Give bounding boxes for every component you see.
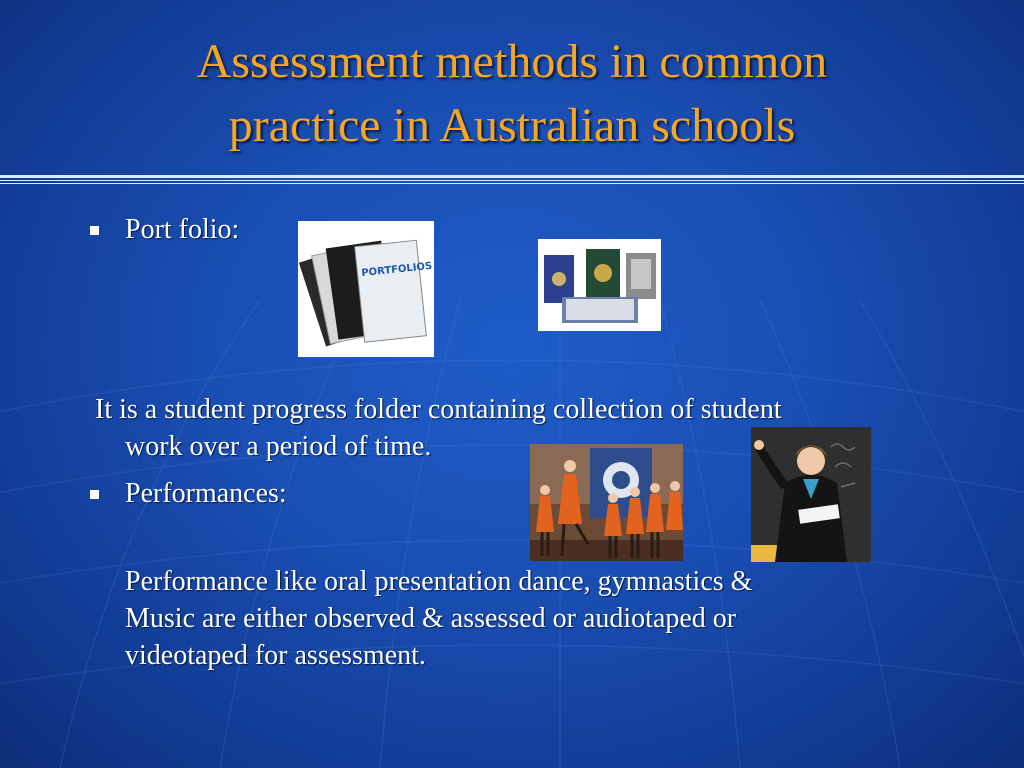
bullet-square-icon (90, 226, 99, 235)
certificate-folders-image (538, 239, 661, 331)
performances-description-line-1: Performance like oral presentation dance, gymnastics & (125, 566, 753, 597)
portfolio-description-line-2: work over a period of time. (125, 431, 432, 462)
portfolio-description-line-1: It is a student progress folder containing collection of student (95, 394, 782, 425)
portfolios-folders-image (298, 221, 434, 357)
title-line-2: practice in Australian schools (228, 99, 796, 152)
title-divider-thin (0, 180, 1024, 181)
performances-description-line-2: Music are either observed & assessed or audiotaped or (125, 603, 737, 634)
oral-presentation-image (751, 427, 871, 562)
performances-bullet-label: Performances: (125, 478, 287, 509)
performances-description-line-3: videotaped for assessment. (125, 640, 426, 671)
portfolios-cover-text: PORTFOLIOS (360, 260, 433, 280)
title-divider-thin-2 (0, 183, 1024, 184)
slide-title (0, 30, 1024, 158)
portfolio-bullet-label: Port folio: (125, 214, 240, 245)
dance-performance-image (530, 444, 683, 561)
bullet-square-icon (90, 490, 99, 499)
title-divider (0, 175, 1024, 178)
title-line-1: Assessment methods in common (196, 35, 828, 88)
